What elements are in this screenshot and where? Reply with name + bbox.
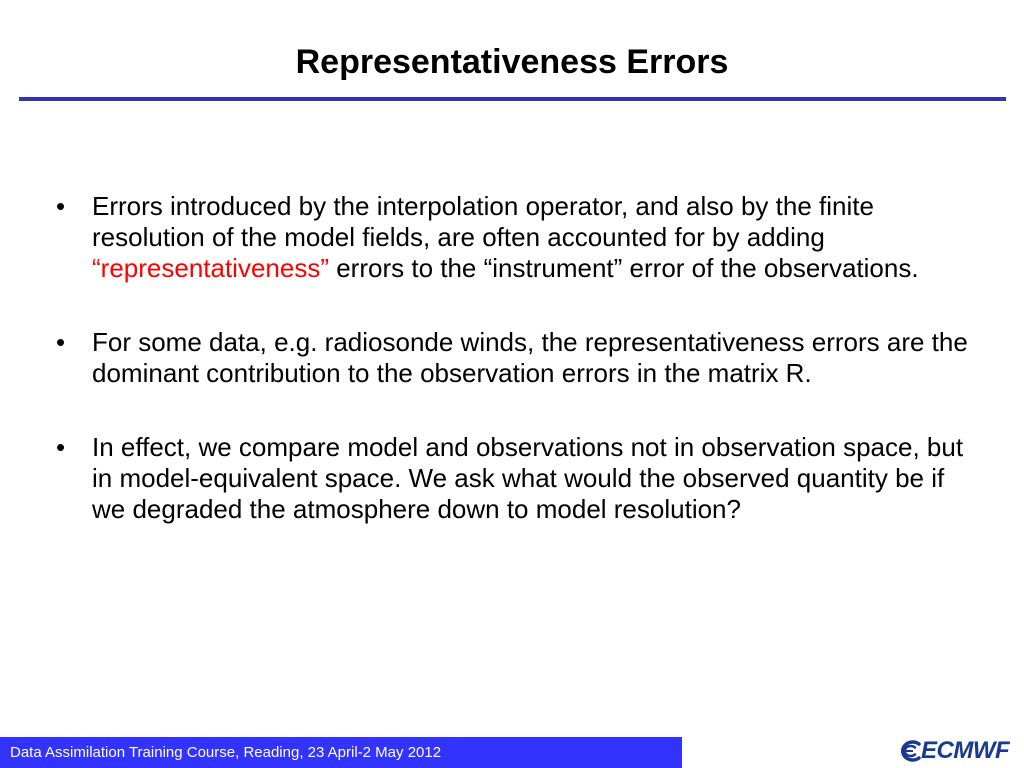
ecmwf-logo (893, 737, 1019, 765)
bullet-list (52, 191, 982, 568)
bullet-text: In effect, we compare model and observations not in observation space, but in model-equivalent space. We ask what would the observed quantity be if we degraded the atmosphere down to model resolution? (92, 432, 964, 524)
highlighted-term: “representativeness” (92, 253, 329, 283)
title-divider (19, 97, 1006, 101)
bullet-item-interpolation (52, 191, 982, 284)
bullet-marker: • (56, 327, 66, 357)
slide-title: Representativeness Errors (295, 43, 729, 81)
bullet-text: For some data, e.g. radiosonde winds, the representativeness errors are the dominant contribution to the observation errors in the matrix R. (92, 327, 968, 388)
bullet-marker: • (56, 432, 66, 462)
ecmwf-logo-icon (893, 740, 923, 762)
bullet-marker: • (56, 191, 66, 221)
bullet-text: Errors introduced by the interpolation operator, and also by the finite resolution of the model fields, are often accounted for by adding (92, 191, 874, 252)
footer-bar (0, 737, 682, 768)
logo-text: ECMWF (921, 737, 1010, 764)
bullet-text-continued: errors to the “instrument” error of the observations. (329, 253, 919, 283)
footer-text: Data Assimilation Training Course, Reading, 23 April-2 May 2012 (10, 744, 442, 761)
bullet-item-model-space (52, 432, 982, 525)
bullet-item-radiosonde (52, 327, 982, 389)
